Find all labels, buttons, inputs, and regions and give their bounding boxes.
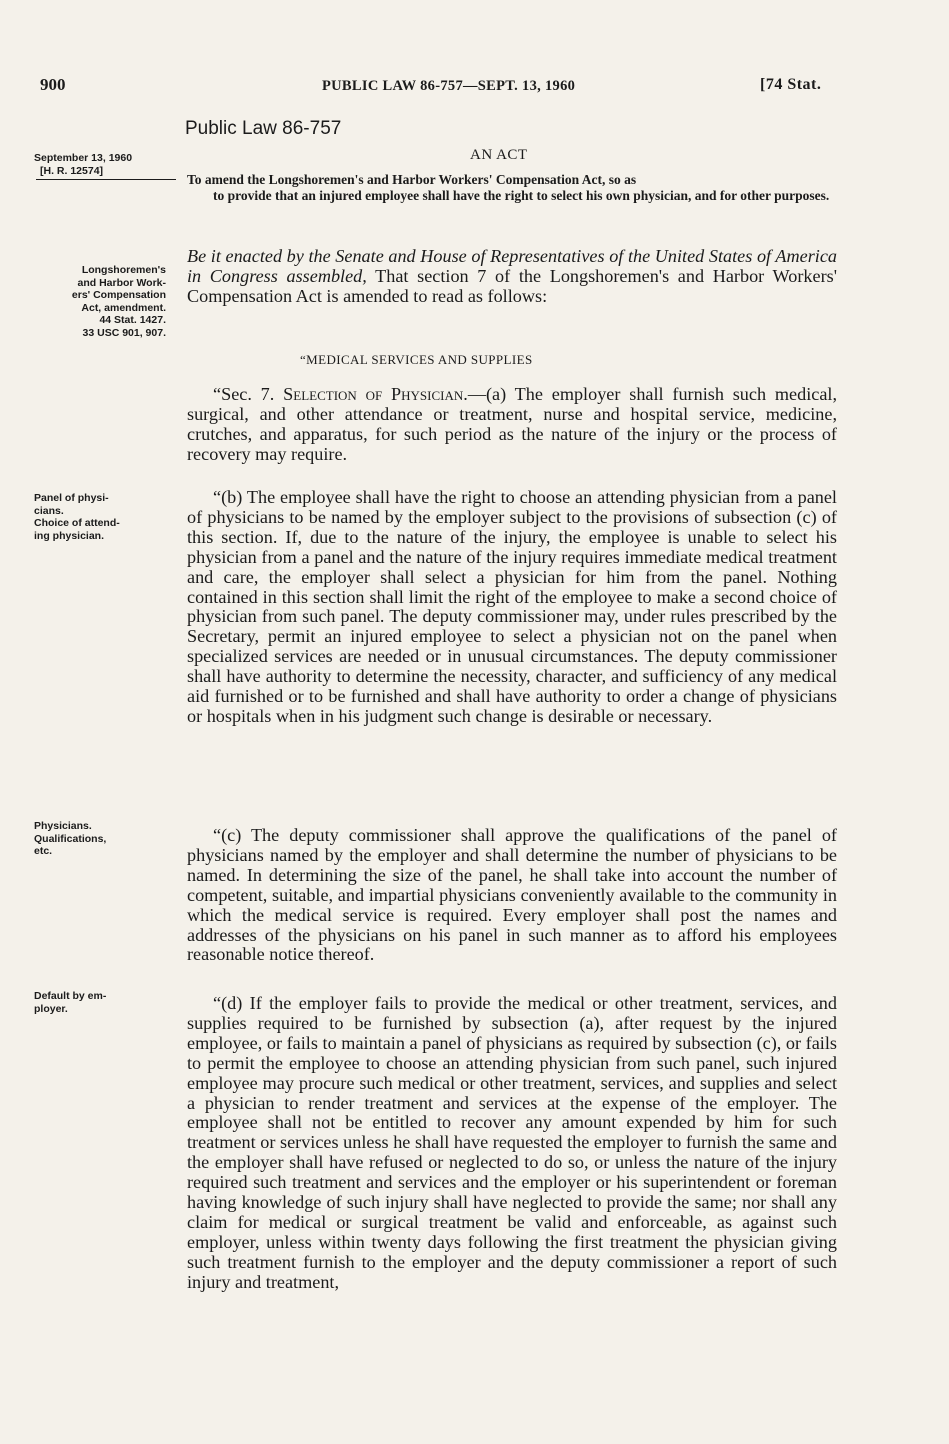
margin-bill-number: [H. R. 12574]: [40, 164, 104, 177]
margin-act-note: [32, 264, 166, 339]
margin-note-line: ers' Compensation: [71, 289, 166, 301]
act-label: AN ACT: [470, 147, 528, 163]
margin-note-line: and Harbor Work-: [77, 276, 166, 289]
margin-note-line: Physicians.: [34, 820, 92, 832]
subsection-a: [187, 385, 837, 465]
margin-note-line: Choice of attend-: [34, 517, 120, 529]
margin-physicians-note: [34, 820, 174, 858]
section-caption: Selection of Physician.: [283, 384, 468, 404]
margin-panel-note: [34, 492, 174, 542]
law-title: Public Law 86-757: [185, 118, 342, 139]
margin-default-note: [34, 990, 174, 1015]
margin-note-line: Qualifications,: [34, 832, 107, 845]
enacting-clause: [187, 247, 837, 307]
subsection-b: “(b) The employee shall have the right to choose an attending physician from a panel of physicians to be named by the employer subject to the provisions of subsection (c) of this section. If, due to the nature of the injury, the employee is unable to select his physician from a panel and the nature of the injury requires immediate medical treatment and care, the employer shall select a physician for him from the panel. Nothing contained in this section shall limit the right of the employee to make a second choice of physician from such panel. The deputy commissioner may, under rules prescribed by the Secretary, permit an injured employee to select a physician not on the panel when specialized services are needed or in unusual circumstances. The deputy commissioner shall have authority to determine the necessity, character, and sufficiency of any medical aid furnished or to be furnished and shall have authority to order a change of physicians or hospitals when in his judgment such change is desirable or necessary.: [187, 487, 837, 726]
statute-reference: [74 Stat.: [760, 76, 822, 93]
enacting-clause-text: That section 7 of the Longshoremen's and Harbor Workers' Compensation Act is amended to read as follows:: [187, 265, 837, 306]
section-number: “Sec. 7.: [213, 384, 284, 404]
margin-note-line: ing physician.: [34, 529, 105, 542]
subsection-a-text: —(a) The employer shall furnish such medical, surgical, and other attendance or treatment, nurse and hospital service, medicine, crutches, and apparatus, for such period as the nature of the injury or the process of recovery may require.: [187, 384, 837, 464]
page-number: 900: [40, 75, 66, 94]
margin-note-line: 33 USC 901, 907.: [82, 326, 166, 339]
margin-note-line: Panel of physi-: [34, 492, 109, 504]
act-purpose: [187, 172, 837, 204]
subsection-c: “(c) The deputy commissioner shall approve the qualifications of the panel of physicians named by the employer and shall determine the number of physicians to be named. In determining the size of the panel, he shall take into account the number of competent, suitable, and impartial physicians conveniently available to the community in which the medical service is required. Every employer shall post the names and addresses of the physicians on his panel in such manner as to afford his employees reasonable notice thereof.: [187, 825, 837, 965]
margin-note-line: Longshoremen's: [81, 264, 166, 276]
margin-note-line: cians.: [34, 504, 64, 517]
margin-note-line: etc.: [34, 845, 53, 857]
enacting-clause-italic: Be it enacted by the Senate and House of Representatives of the United States of America in Congress assembled,: [187, 246, 837, 286]
margin-note-line: ployer.: [34, 1002, 68, 1015]
margin-date-line: September 13, 1960: [34, 152, 133, 164]
section-heading: “MEDICAL SERVICES AND SUPPLIES: [300, 352, 533, 367]
margin-note-line: Act, amendment.: [81, 301, 166, 314]
margin-note-line: 44 Stat. 1427.: [99, 314, 166, 326]
margin-rule: [36, 179, 176, 180]
subsection-d: “(d) If the employer fails to provide the medical or other treatment, services, and supplies required to be furnished by subsection (a), after request by the injured employee, or fails to maintain a panel of physicians as required by subsection (c), or fails to permit the employee to choose an attending physician from such panel, such injured employee may procure such medical or other treatment, services, and supplies and select a physician to render treatment and services at the expense of the employer. The employee shall not be entitled to recover any amount expended by him for such treatment or services unless he shall have requested the employer to furnish the same and the employer shall have refused or neglected to do so, or unless the nature of the injury required such treatment and services and the employer or his superintendent or foreman having knowledge of such injury shall have neglected to provide the same; nor shall any claim for medical or surgical treatment be valid and enforceable, as against such employer, unless within twenty days following the first treatment the physician giving such treatment furnish to the employer and the deputy commissioner a report of such injury and treatment,: [187, 993, 837, 1292]
purpose-rest: to provide that an injured employee shall have the right to select his own physician, and for other purposes.: [213, 188, 830, 203]
running-head: PUBLIC LAW 86-757—SEPT. 13, 1960: [322, 78, 576, 94]
margin-date: [34, 152, 174, 177]
margin-note-line: Default by em-: [34, 990, 107, 1002]
purpose-line-1: To amend the Longshoremen's and Harbor Workers' Compensation Act, so as: [187, 172, 637, 187]
